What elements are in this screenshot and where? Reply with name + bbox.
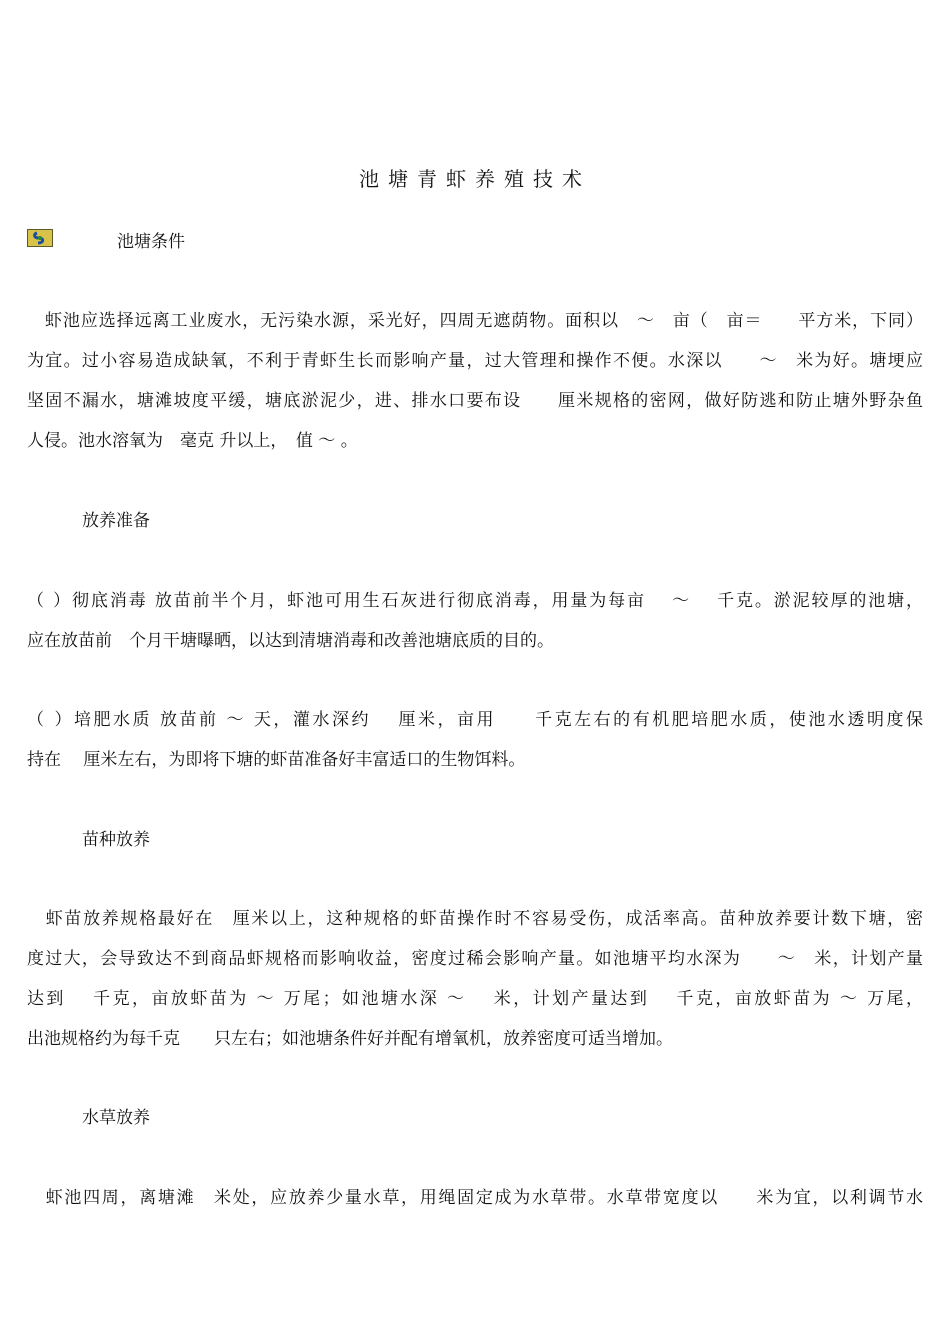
paragraph-line: 为宜。过小容易造成缺氧，不利于青虾生长而影响产量，过大管理和操作不便。水深以 ～ 米为好。塘埂应 <box>27 351 923 371</box>
paragraph-line: 虾苗放养规格最好在 厘米以上，这种规格的虾苗操作时不容易受伤，成活率高。苗种放养要计数下塘，密 <box>27 909 923 929</box>
paragraph-line: 虾池四周，离塘滩 米处，应放养少量水草，用绳固定成为水草带。水草带宽度以 米为宜，以利调节水 <box>27 1188 923 1208</box>
paragraph-line: 人侵。池水溶氧为 毫克 升以上， 值 ～ 。 <box>27 431 358 451</box>
section-heading-pond-conditions: 池塘条件 <box>117 232 185 252</box>
section-heading-stocking-preparation: 放养准备 <box>82 511 150 531</box>
paragraph-line: 应在放苗前 个月干塘曝晒，以达到清塘消毒和改善池塘底质的目的。 <box>27 631 554 651</box>
paragraph-line: 达到 千克，亩放虾苗为 ～ 万尾；如池塘水深 ～ 米，计划产量达到 千克，亩放虾苗为 ～ 万尾， <box>27 989 923 1009</box>
paragraph-line: 持在 厘米左右，为即将下塘的虾苗准备好丰富适口的生物饵料。 <box>27 750 526 770</box>
section-marker-icon <box>27 229 53 247</box>
section-heading-seedling-stocking: 苗种放养 <box>82 830 150 850</box>
paragraph-line: 出池规格约为每千克 只左右；如池塘条件好并配有增氧机，放养密度可适当增加。 <box>27 1029 673 1049</box>
paragraph-line: （ ）培肥水质 放苗前 ～ 天，灌水深约 厘米，亩用 千克左右的有机肥培肥水质，使池水透明度保 <box>27 710 923 730</box>
paragraph-line: （ ）彻底消毒 放苗前半个月，虾池可用生石灰进行彻底消毒，用量为每亩 ～ 千克。淤泥较厚的池塘， <box>27 591 923 611</box>
paragraph-line: 虾池应选择远离工业废水，无污染水源，采光好，四周无遮荫物。面积以 ～ 亩（ 亩＝ 平方米，下同） <box>27 311 923 331</box>
page-title: 池塘青虾养殖技术 <box>359 167 591 191</box>
paragraph-line: 坚固不漏水，塘滩坡度平缓，塘底淤泥少，进、排水口要布设 厘米规格的密网，做好防逃和防止塘外野杂鱼 <box>27 391 923 411</box>
paragraph-line: 度过大，会导致达不到商品虾规格而影响收益，密度过稀会影响产量。如池塘平均水深为 ～ 米，计划产量 <box>27 949 923 969</box>
section-heading-aquatic-plants: 水草放养 <box>82 1108 150 1128</box>
